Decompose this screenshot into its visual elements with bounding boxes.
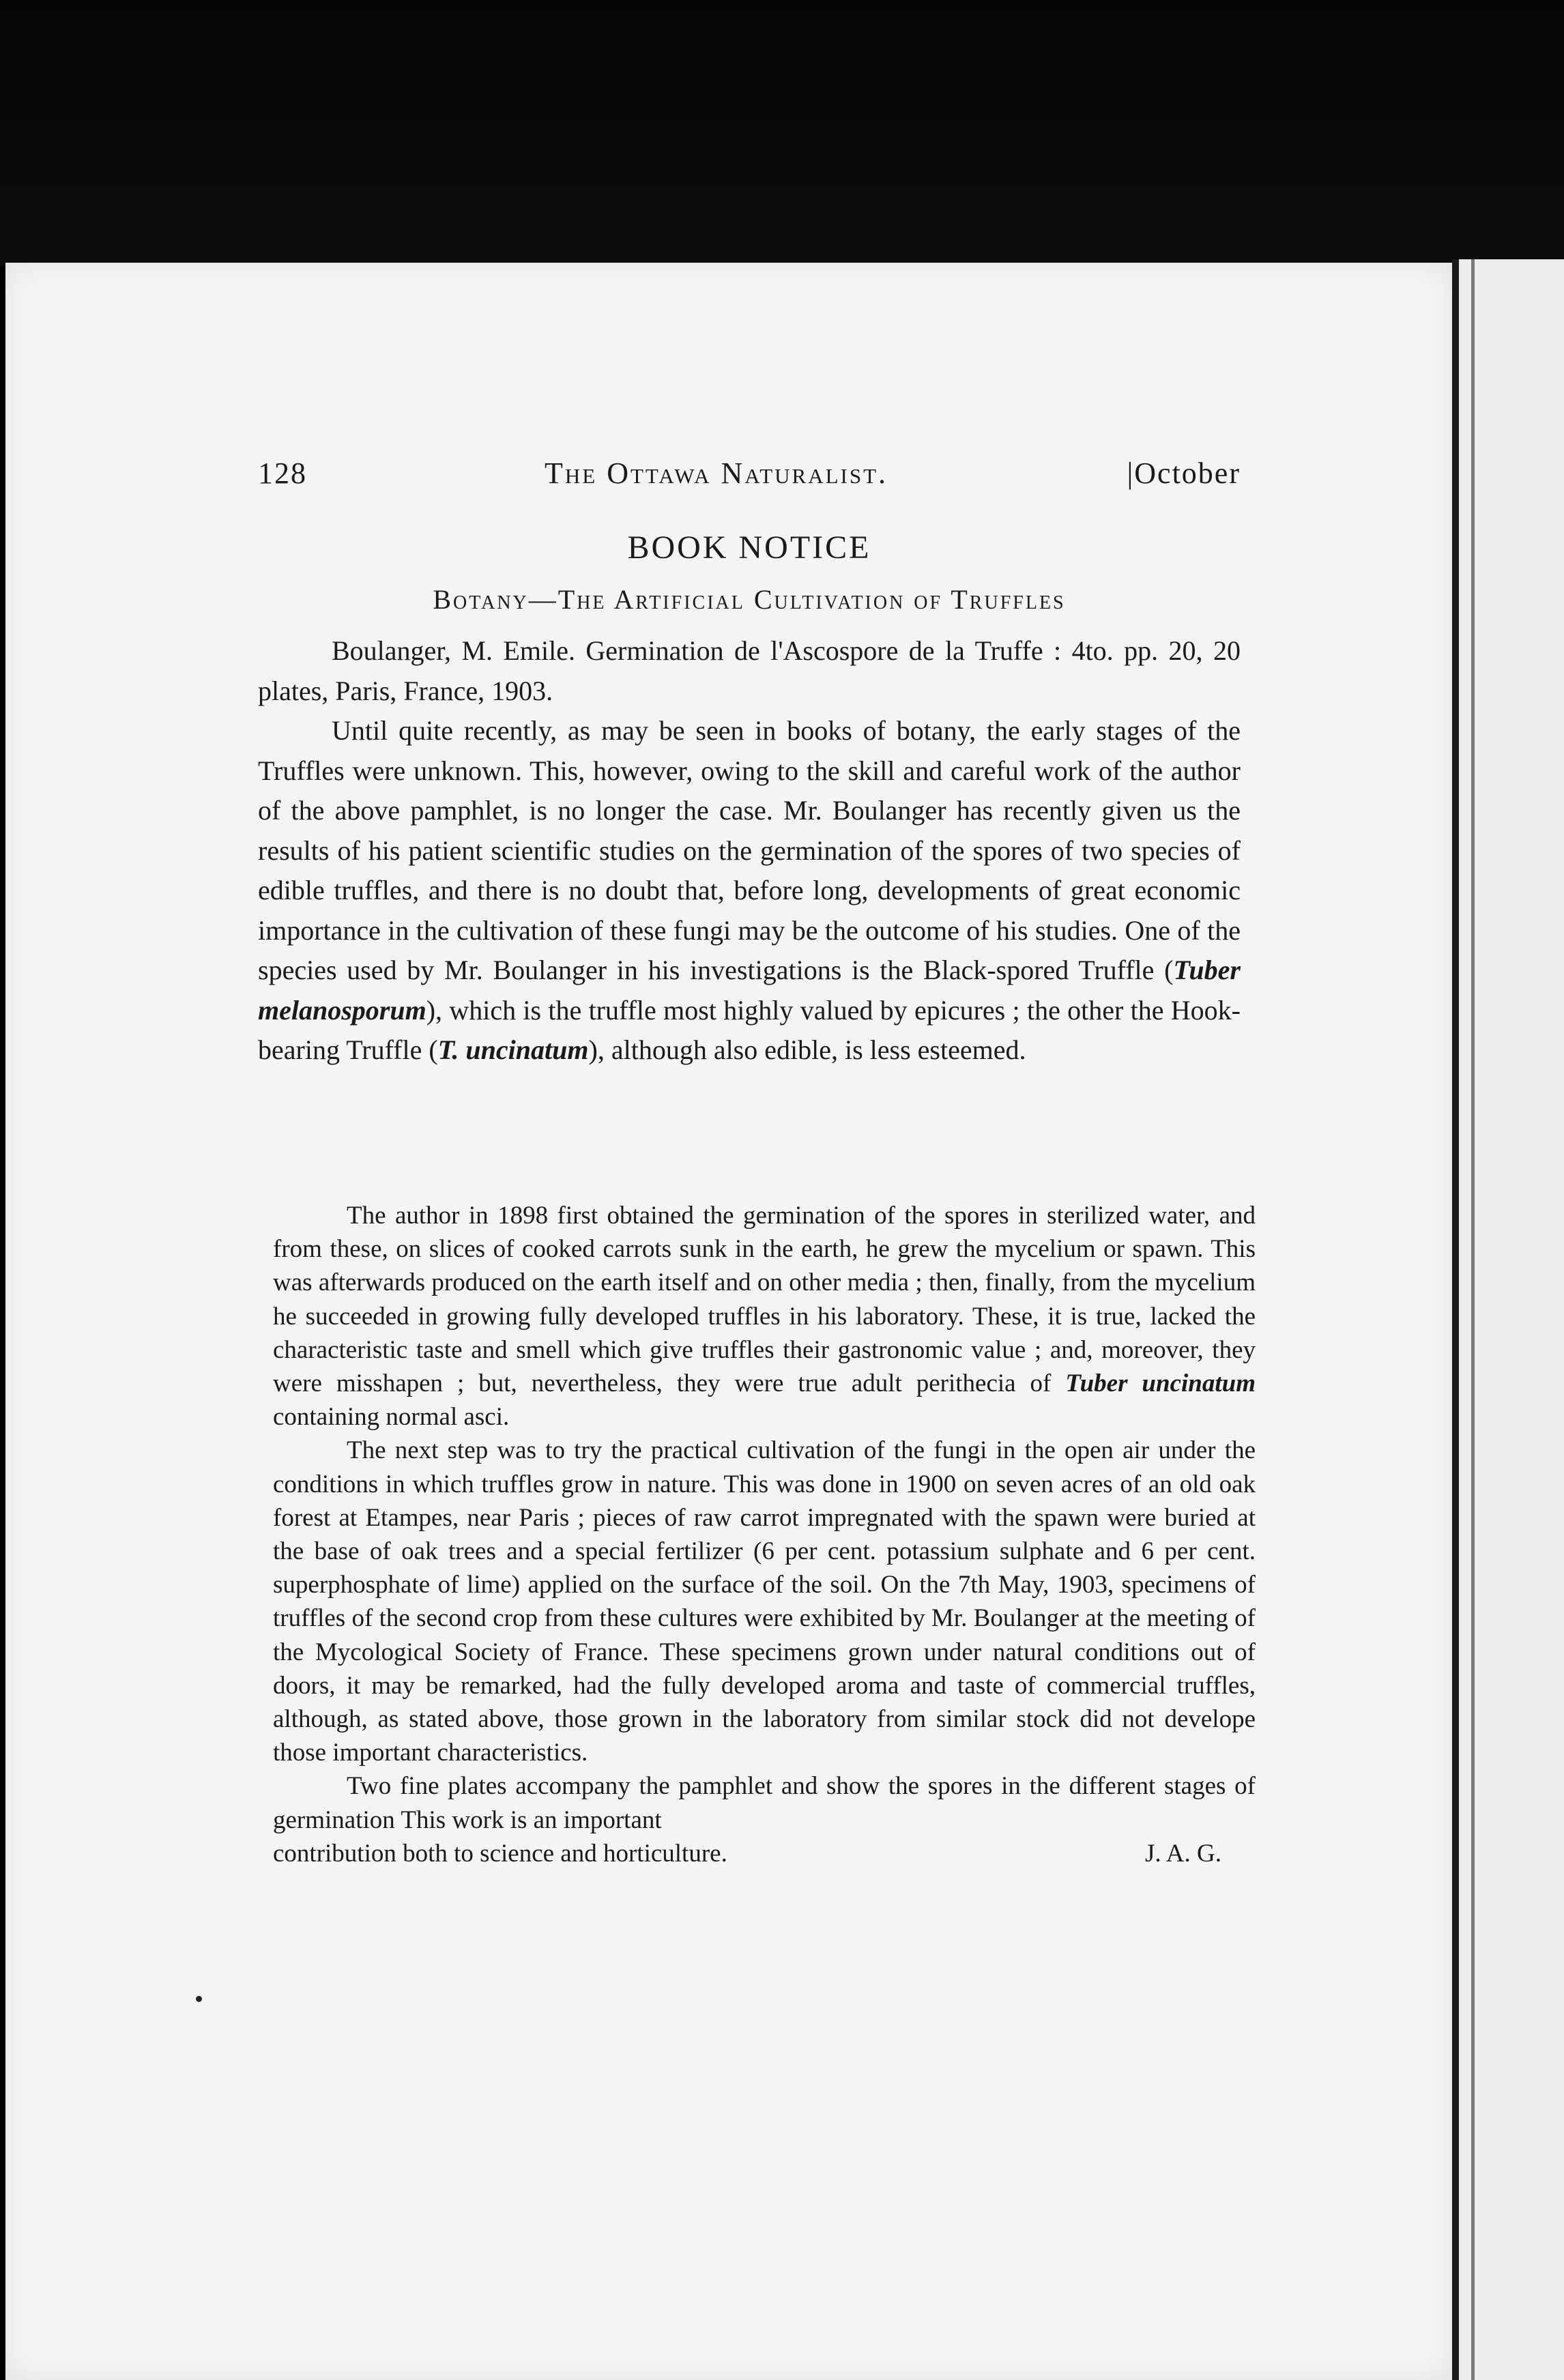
paragraph-4: Two fine plates accompany the pamphlet and show the spores in the different stages of germination This work is an important <box>273 1772 1256 1834</box>
adjacent-page-edge <box>1452 259 1564 2380</box>
paragraph-1 <box>258 711 1241 1071</box>
article-body <box>273 1199 1256 1870</box>
paragraph-3: The next step was to try the practical cultivation of the fungi in the open air under the conditions in which truffles grow in nature. This was done in 1900 on seven acres of an old oak forest at Etampes, near Paris ; pieces of raw carrot impregnated with the spawn were buried at the base of oak trees and a special fertilizer (6 per cent. potassium sulphate and 6 per cent. superphosphate of lime) applied on the surface of the soil. On the 7th May, 1903, specimens of truffles of the second crop from these cultures were exhibited by Mr. Boulanger at the meeting of the Mycological Society of France. These specimens grown under natural conditions out of doors, it may be remarked, had the fully developed aroma and taste of commercial truffles, although, as stated above, those grown in the laboratory from similar stock did not develope those important characteristics. <box>273 1436 1256 1767</box>
margin-mark <box>196 1996 202 2002</box>
species-name: Tuber uncinatum <box>1065 1369 1256 1398</box>
page-number: 128 <box>258 456 307 490</box>
closing-line <box>273 1837 1256 1870</box>
paragraph-2-part-a: The author in 1898 first obtained the germination of the spores in sterilized water, and from these, on slices of cooked carrots sunk in the earth, he grew the mycelium or spawn. This was afterwards produced on the earth itself and on other media ; then, finally, from the mycelium he succeeded in growing fully developed truffles in his laboratory. These, it is true, lacked the characteristic taste and smell which give truffles their gastronomic value ; and, moreover, they were misshapen ; but, nevertheless, they were true adult perithecia of <box>273 1202 1256 1398</box>
paragraph-1-part-c: ), although also edible, is less esteemed. <box>588 1034 1026 1065</box>
scan-background <box>0 0 1564 266</box>
issue-month: |October <box>1127 456 1241 490</box>
journal-title: The Ottawa Naturalist. <box>545 456 888 490</box>
author-signature: J. A. G. <box>1144 1839 1221 1868</box>
article-intro <box>258 631 1241 1071</box>
paragraph-1-part-a: Until quite recently, as may be seen in books of botany, the early stages of the Truffles were unknown. This, however, owing to the skill and careful work of the author of the above pamphlet, is no longer the case. Mr. Boulanger has recently given us the results of his patient scientific studies on the germination of the spores of two species of edible truffles, and there is no doubt that, before long, developments of great economic importance in the cultivation of these fungi may be the outcome of his studies. One of the species used by Mr. Boulanger in his investigations is the Black-spored Truffle ( <box>258 715 1241 985</box>
page-gutter-rule-thin <box>1471 259 1475 2380</box>
paragraph-2-part-b: containing normal asci. <box>273 1403 510 1432</box>
article-subtitle: Botany—The Artificial Cultivation of Truffles <box>433 584 1066 615</box>
paragraph-1-part-b: ), which is the truffle most highly valued by epicures ; the other the Hook-bearing Truffle ( <box>258 994 1241 1065</box>
section-title: BOOK NOTICE <box>627 529 871 566</box>
species-name: Tuber melanosporum <box>258 955 1241 1026</box>
species-name: T. uncinatum <box>437 1034 589 1065</box>
paragraph-2 <box>273 1199 1256 1434</box>
page-gutter-rule <box>1452 259 1459 2380</box>
paragraph-4-last-line: contribution both to science and horticulture. <box>273 1839 727 1868</box>
book-citation: Boulanger, M. Emile. Germination de l'Ascospore de la Truffe : 4to. pp. 20, 20 plates, Paris, France, 1903. <box>258 635 1241 706</box>
running-header <box>258 456 1241 504</box>
